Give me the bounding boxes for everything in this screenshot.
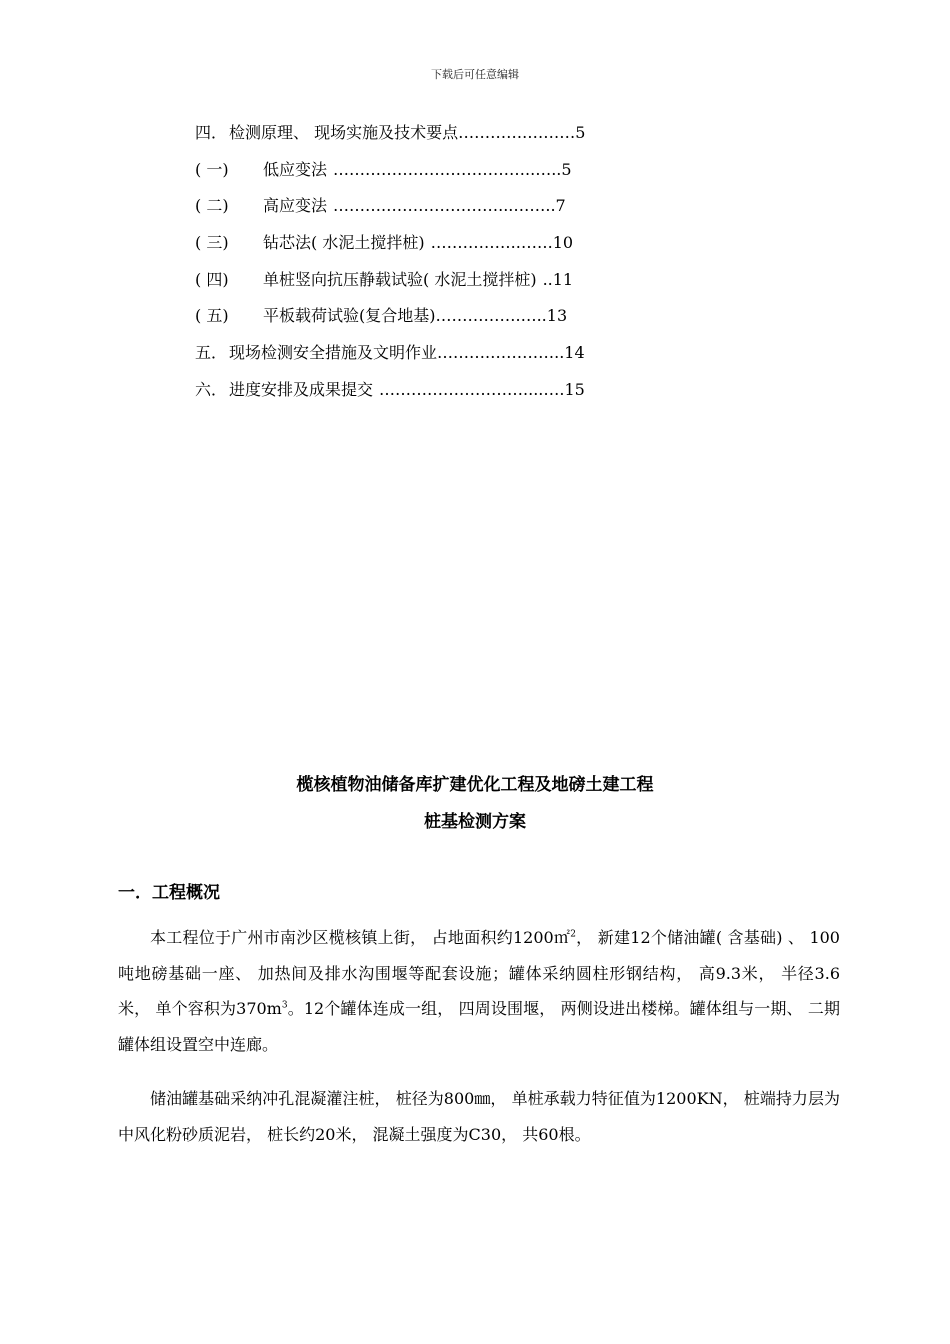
paragraph-text: 。12个罐体连成一组， 四周设围堰， 两侧设进出楼梯。罐体组与一期、 二期罐体组设置空中连廊。 [118, 999, 840, 1054]
toc-item-page: ………………………....….15 [379, 379, 585, 399]
toc-item-number: 六． [195, 379, 228, 399]
toc-item-title: 检测原理、 现场实施及技术要点 [229, 123, 459, 142]
toc-item[interactable] [195, 303, 755, 340]
toc-item-number: ( 五) [195, 306, 229, 326]
toc-item-number: 五． [195, 343, 228, 363]
toc-item[interactable] [195, 267, 755, 304]
toc-item-number: 四． [195, 123, 228, 142]
page-header: 下载后可任意编辑 [431, 68, 519, 81]
body-paragraph: 储油罐基础采纳冲孔混凝灌注桩， 桩径为800㎜， 单桩承载力特征值为1200KN， 桩端持力层为中风化粉砂质泥岩， 桩长约20米， 混凝土强度为C30， 共60根。 [118, 1089, 840, 1144]
toc-item-title: 现场检测安全措施及文明作业 [229, 343, 438, 363]
toc-item-title: 高应变法 [263, 196, 328, 216]
document-subtitle: 桩基检测方案 [424, 812, 526, 832]
toc-item-page: ……….…………..14 [437, 343, 585, 363]
toc-item-title: 进度安排及成果提交 [229, 379, 374, 399]
toc-item-number: ( 一) [195, 159, 229, 179]
toc-item-title: 单桩竖向抗压静载试验( 水泥土搅拌桩) [263, 269, 537, 289]
toc-item-title: 平板载荷试验(复合地基) [263, 306, 436, 326]
section-heading: 一．工程概况 [118, 883, 220, 903]
toc-item-page: ………………………………..…..5 [333, 159, 572, 179]
toc-item-page: …………….…..13 [435, 306, 568, 326]
toc-item[interactable] [195, 230, 755, 267]
paragraph-text: ， 新建12个储油罐( 含基础) 、 100吨地磅基础一座、 加热间及排水沟围堰等配套设施；罐体采纳圆柱形钢结构， 高9.3米， 半径3.6米， 单个容积为370m [118, 928, 840, 1018]
toc-item-page: ..11 [542, 269, 574, 289]
toc-item[interactable] [195, 120, 755, 157]
toc-item[interactable] [195, 193, 755, 230]
body-paragraph [118, 920, 840, 1062]
table-of-contents [195, 120, 755, 414]
toc-item-number: ( 二) [195, 196, 229, 216]
toc-item-number: ( 三) [195, 233, 229, 253]
toc-item-number: ( 四) [195, 269, 229, 289]
paragraph-text: 本工程位于广州市南沙区榄核镇上街， 占地面积约1200㎡ [150, 928, 571, 947]
toc-item[interactable] [195, 340, 755, 377]
superscript: 3 [281, 1000, 288, 1011]
toc-item-title: 钻芯法( 水泥土搅拌桩) [263, 233, 425, 253]
toc-item[interactable] [195, 157, 755, 194]
toc-item-page: ……….…………………...……..7 [333, 196, 566, 216]
toc-item-page: …………….…….10 [430, 233, 574, 253]
document-title: 榄核植物油储备库扩建优化工程及地磅土建工程 [296, 775, 654, 795]
toc-item-page: ………….………5 [458, 123, 586, 142]
toc-item[interactable] [195, 377, 755, 414]
superscript: 2 [570, 929, 576, 940]
toc-item-title: 低应变法 [263, 159, 328, 179]
